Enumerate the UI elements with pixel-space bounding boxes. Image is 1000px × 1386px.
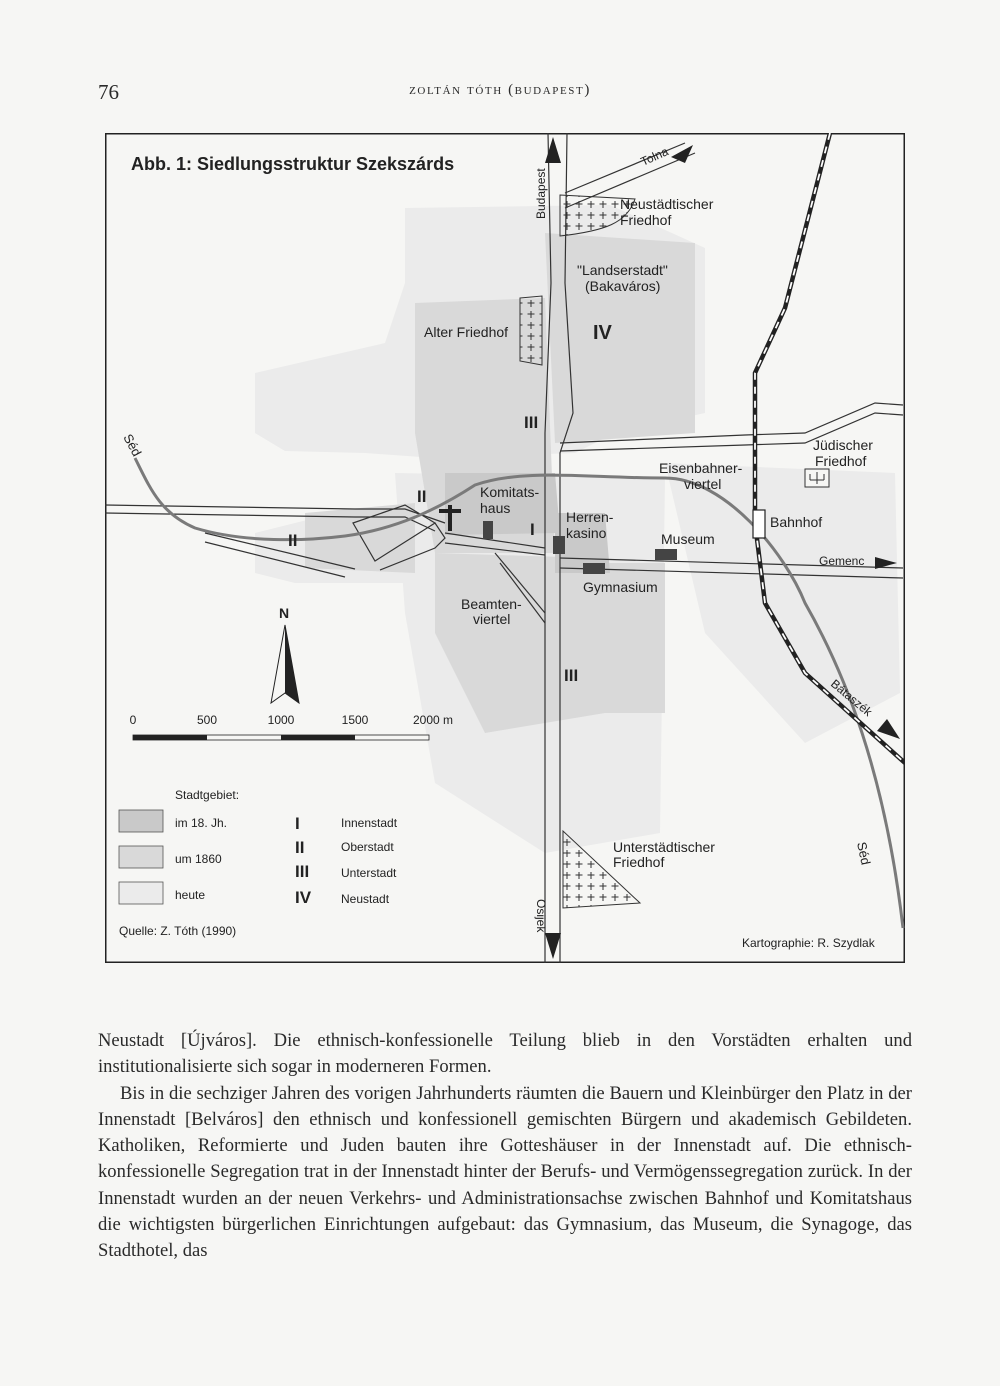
komitatshaus-building	[483, 521, 493, 539]
district-mark-III-b: III	[564, 666, 579, 685]
legend-district-neustadt: Neustadt	[341, 892, 390, 906]
district-mark-III-a: III	[524, 413, 539, 432]
legend-district-innenstadt: Innenstadt	[341, 816, 398, 830]
label-bahnhof: Bahnhof	[770, 514, 823, 530]
district-mark-I: I	[530, 520, 535, 539]
legend-numeral-I: I	[295, 814, 300, 833]
legend-district-unterstadt: Unterstadt	[341, 866, 397, 880]
legend-swatch-18th	[119, 810, 163, 832]
settlement-map	[105, 133, 905, 963]
legend-swatch-1860	[119, 846, 163, 868]
body-text	[98, 1028, 912, 1265]
label-juedischer: Jüdischer	[813, 437, 873, 453]
label-unterstaedtischer-2: Friedhof	[613, 854, 665, 870]
label-landserstadt: "Landserstadt"	[577, 262, 668, 278]
label-neustaedtischer-2: Friedhof	[620, 212, 672, 228]
legend-numeral-II: II	[295, 838, 305, 857]
gymnasium-building	[583, 563, 605, 574]
figure-title: Abb. 1: Siedlungsstruktur Szekszárds	[131, 154, 455, 174]
north-label: N	[279, 605, 290, 621]
label-gymnasium: Gymnasium	[583, 579, 658, 595]
district-mark-II-a: II	[417, 487, 427, 506]
label-beamtenviertel: Beamten-	[461, 596, 522, 612]
label-juedischer-2: Friedhof	[815, 453, 867, 469]
district-mark-IV: IV	[593, 322, 612, 344]
running-head: zoltán tóth (budapest)	[409, 82, 591, 98]
scale-tick: 0	[129, 713, 137, 727]
legend-area-today: heute	[175, 888, 206, 902]
legend-heading: Stadtgebiet:	[175, 788, 240, 802]
legend-area-18th: im 18. Jh.	[175, 816, 228, 830]
road-label-gemenc: Gemenc	[819, 554, 865, 568]
paragraph: Bis in die sechziger Jahren des vorigen Jahrhunderts räumten die Bauern und Kleinbürger den Platz in der Innenstadt [Belváros] den ethnisch und konfessionell gemischten Bürgern und akademisch Gebildeten. Katholiken, Reformierte und Juden bauten ihre Gotteshäuser in der Innenstadt auf. Die ethnisch-konfessionelle Segregation trat in der Innenstadt hinter der Berufs- und Vermögenssegregation zurück. In der Innenstadt wurden an der neuen Verkehrs- und Administrationsachse zwischen Bahnhof und Komitatshaus die wichtigsten bürgerlichen Einrichtungen aufgebaut: das Gymnasium, das Museum, die Synagoge, das Stadthotel, das	[98, 1082, 912, 1262]
label-bakavaros: (Bakaváros)	[585, 278, 661, 294]
label-komitatshaus-2: haus	[480, 500, 511, 516]
legend-numeral-IV: IV	[295, 888, 312, 907]
river-label-sed-left: Séd	[120, 431, 145, 459]
label-beamtenviertel-2: viertel	[473, 611, 511, 627]
page-number: 76	[98, 80, 119, 104]
paragraph: Neustadt [Újváros]. Die ethnisch-konfessionelle Teilung blieb in den Vorstädten erhalten und institutionalisierte sich sogar in moderneren Formen.	[98, 1030, 912, 1078]
road-label-osijek: Osijek	[534, 899, 548, 933]
legend-area-1860: um 1860	[175, 852, 222, 866]
label-museum: Museum	[661, 531, 715, 547]
scale-tick: 2000 m	[413, 713, 454, 727]
scale-tick: 500	[196, 713, 218, 727]
scale-tick: 1500	[341, 713, 369, 727]
legend-district-oberstadt: Oberstadt	[341, 840, 394, 854]
label-herrenkasino: Herren-	[566, 509, 614, 525]
district-mark-II-b: II	[288, 531, 298, 550]
road-label-budapest: Budapest	[534, 168, 548, 219]
label-komitatshaus: Komitats-	[480, 484, 540, 500]
label-eisenbahner: Eisenbahner-	[659, 460, 743, 476]
map-figure	[105, 133, 905, 963]
cemetery-alter	[520, 296, 542, 365]
museum-building	[655, 549, 677, 560]
label-neustaedtischer: Neustädtischer	[620, 196, 714, 212]
cartography-credit: Kartographie: R. Szydlak	[742, 936, 875, 950]
label-eisenbahner-2: viertel	[684, 476, 722, 492]
label-alter-friedhof: Alter Friedhof	[424, 324, 509, 340]
herrenkasino-building	[553, 536, 565, 554]
legend-numeral-III: III	[295, 862, 310, 881]
river-label-sed-right: Séd	[854, 840, 874, 867]
scale-tick: 1000	[267, 713, 295, 727]
road-label-tolna: Tolna	[638, 144, 671, 169]
bahnhof-building	[753, 510, 765, 538]
road-label-batasz: Bátaszék	[828, 676, 875, 720]
label-unterstaedtischer: Unterstädtischer	[613, 839, 715, 855]
label-herrenkasino-2: kasino	[566, 525, 607, 541]
source-note: Quelle: Z. Tóth (1990)	[119, 924, 237, 938]
legend-swatch-today	[119, 882, 163, 904]
